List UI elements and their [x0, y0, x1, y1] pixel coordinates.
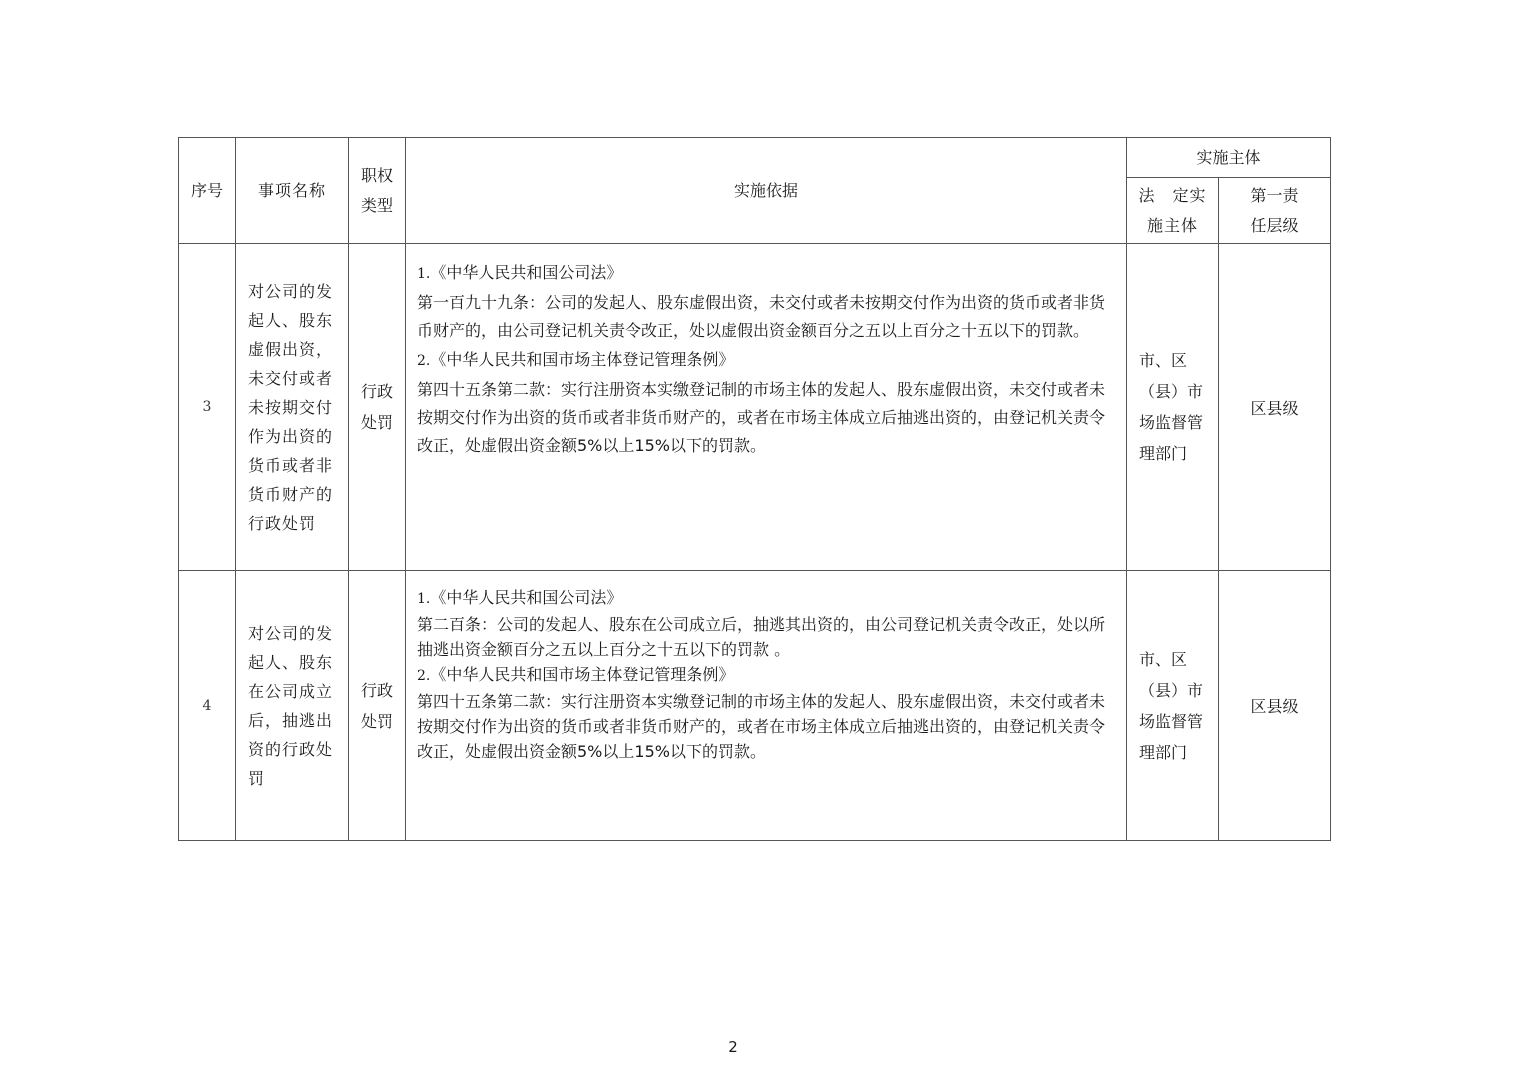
row-power-type [349, 571, 406, 841]
row-legal-subject: 市、区（县）市场监督管理部门 [1127, 244, 1219, 571]
row-responsibility-level: 区县级 [1219, 244, 1331, 571]
row-basis [406, 571, 1127, 841]
table-row [179, 244, 1331, 571]
basis-title [417, 662, 1116, 689]
header-subject-group: 实施主体 [1127, 138, 1331, 178]
row-power-type [349, 244, 406, 571]
basis-number: 1. [417, 591, 431, 607]
row-power-type-label: 行政处罚 [360, 382, 393, 432]
basis-item [417, 345, 1116, 460]
row-item-name: 对公司的发起人、股东虚假出资，未交付或者未按期交付作为出资的货币或者非货币财产的行政处罚 [236, 244, 349, 571]
basis-item [417, 662, 1116, 764]
header-name: 事项名称 [236, 138, 349, 244]
basis-title [417, 345, 1116, 376]
header-responsibility-level-label: 第一责任层级 [1250, 185, 1299, 235]
row-item-name: 对公司的发起人、股东在公司成立后，抽逃出资的行政处罚 [236, 571, 349, 841]
basis-law-name: 《中华人民共和国公司法》 [430, 588, 623, 607]
header-type-label: 职权类型 [360, 165, 393, 215]
row-seq: 3 [179, 244, 236, 571]
header-legal-subject [1127, 178, 1219, 244]
basis-item [417, 258, 1116, 345]
basis-text: 第四十五条第二款：实行注册资本实缴登记制的市场主体的发起人、股东虚假出资，未交付或者未按期交付作为出资的货币或者非货币财产的，或者在市场主体成立后抽逃出资的，由登记机关责令改正，处虚假出资金额5%以上15%以下的罚款。 [417, 692, 1106, 761]
basis-number: 1. [417, 266, 431, 282]
basis-title [417, 585, 1116, 612]
table-row [179, 571, 1331, 841]
basis-law-name: 《中华人民共和国市场主体登记管理条例》 [430, 665, 735, 684]
basis-law-name: 《中华人民共和国公司法》 [430, 263, 623, 282]
power-list-table [178, 137, 1331, 841]
basis-title [417, 258, 1116, 289]
row-seq: 4 [179, 571, 236, 841]
header-responsibility-level [1219, 178, 1331, 244]
basis-item [417, 585, 1116, 662]
row-basis [406, 244, 1127, 571]
row-responsibility-level: 区县级 [1219, 571, 1331, 841]
basis-number: 2. [417, 353, 431, 369]
basis-text: 第四十五条第二款：实行注册资本实缴登记制的市场主体的发起人、股东虚假出资，未交付或者未按期交付作为出资的货币或者非货币财产的，或者在市场主体成立后抽逃出资的，由登记机关责令改正，处虚假出资金额5%以上15%以下的罚款。 [417, 380, 1106, 455]
basis-law-name: 《中华人民共和国市场主体登记管理条例》 [430, 350, 735, 369]
basis-number: 2. [417, 668, 431, 684]
header-seq: 序号 [179, 138, 236, 244]
basis-text: 第二百条：公司的发起人、股东在公司成立后，抽逃其出资的，由公司登记机关责令改正，处以所抽逃出资金额百分之五以上百分之十五以下的罚款 。 [417, 615, 1106, 659]
header-type [349, 138, 406, 244]
header-basis: 实施依据 [406, 138, 1127, 244]
page-number: 2 [728, 1038, 738, 1056]
header-legal-subject-label: 法 定实施主体 [1138, 185, 1207, 235]
row-legal-subject: 市、区（县）市场监督管理部门 [1127, 571, 1219, 841]
basis-text: 第一百九十九条：公司的发起人、股东虚假出资，未交付或者未按期交付作为出资的货币或者非货币财产的，由公司登记机关责令改正，处以虚假出资金额百分之五以上百分之十五以下的罚款。 [417, 293, 1106, 340]
row-power-type-label: 行政处罚 [360, 680, 393, 731]
